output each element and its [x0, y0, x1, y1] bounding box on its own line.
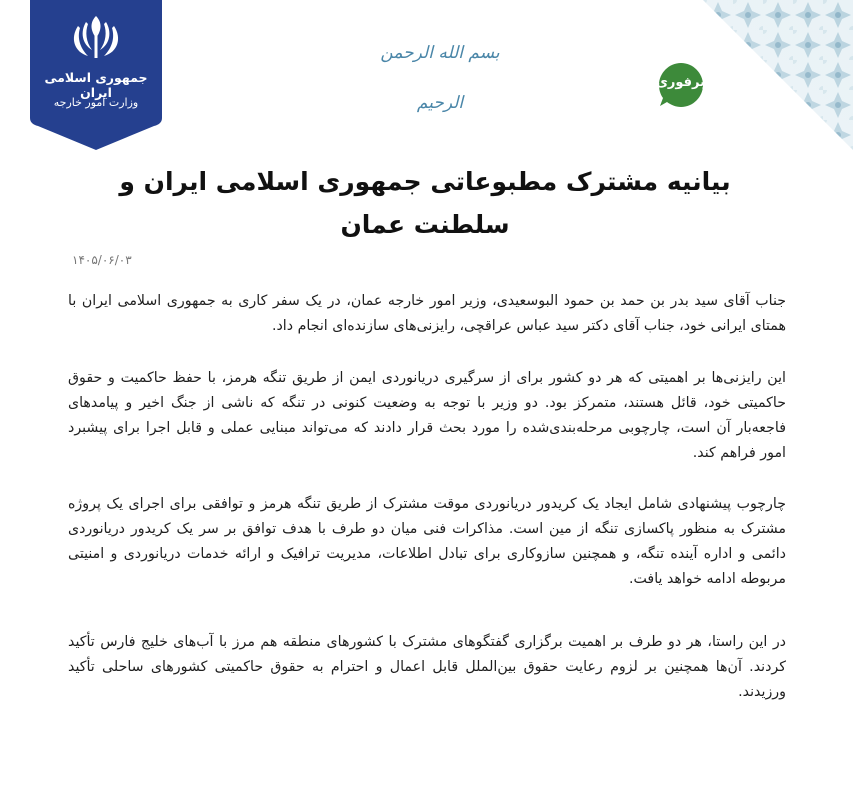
ministry-country-name: جمهوری اسلامی ایران: [44, 70, 148, 100]
statement-title: بیانیه مشترک مطبوعاتی جمهوری اسلامی ایران و سلطنت عمان: [119, 167, 731, 239]
ministry-emblem-banner: [30, 0, 162, 150]
paragraph-1: جناب آقای سید بدر بن حمد بن حمود البوسعیدی، وزیر امور خارجه عمان، در یک سفر کاری به جمهوری اسلامی ایران با همتای ایرانی خود، جناب آقای دکتر سید عباس عراقچی، رایزنی‌های سازنده‌ای انجام داد.: [68, 293, 786, 334]
paragraph-3: چارچوب پیشنهادی شامل ایجاد یک کریدور دریانوردی موقت مشترک از طریق تنگه هرمز و توافقی برای اجرای یک پروژه مشترک به منظور پاکسازی تنگه از مین است. مذاکرات فنی میان دو طرف با هدف توافق بر سر یک کریدور دریانوردی دائمی و اداره آینده تنگه، و همچنین سازوکاری برای تبادل اطلاعات، مدیریت ترافیک و ارائه خدمات دریانوردی و امنیتی مربوطه ادامه خواهد یافت.: [68, 496, 786, 587]
ministry-name: وزارت امور خارجه: [53, 96, 139, 109]
paragraph-4: در این راستا، هر دو طرف بر اهمیت برگزاری گفتگوهای مشترک با کشورهای منطقه هم مرز با آب‌های خلیج فارس تأکید کردند. آن‌ها همچنین بر لزوم رعایت حقوق بین‌الملل قابل اعمال و احترام به حقوق حاکمیتی کشورهای ساحلی تأکید ورزیدند.: [68, 634, 786, 700]
news-agency-logo: [656, 60, 719, 110]
paragraph-2: این رایزنی‌ها بر اهمیتی که هر دو کشور برای از سرگیری دریانوردی ایمن از طریق تنگه هرمز، با حفظ حاکمیت و حقوق حاکمیتی خود، قائل هستند، متمرکز بود. دو وزیر با توجه به وضعیت کنونی در تنگه که ناشی از جنگ اخیر و پیامدهای فاجعه‌بار آن است، چارچوبی مرحله‌بندی‌شده را مورد بحث قرار دادند که می‌تواند مبنایی عملی و قابل اجرا برای پیشبرد امور فراهم کند.: [68, 370, 786, 461]
bismillah-calligraphy: بسم الله الرحمن الرحیم: [380, 43, 500, 113]
news-logo-text: صبرفوری: [656, 75, 719, 90]
decorative-pattern: [703, 0, 853, 150]
statement-date: ۱۴۰۵/۰۶/۰۳: [72, 253, 132, 267]
